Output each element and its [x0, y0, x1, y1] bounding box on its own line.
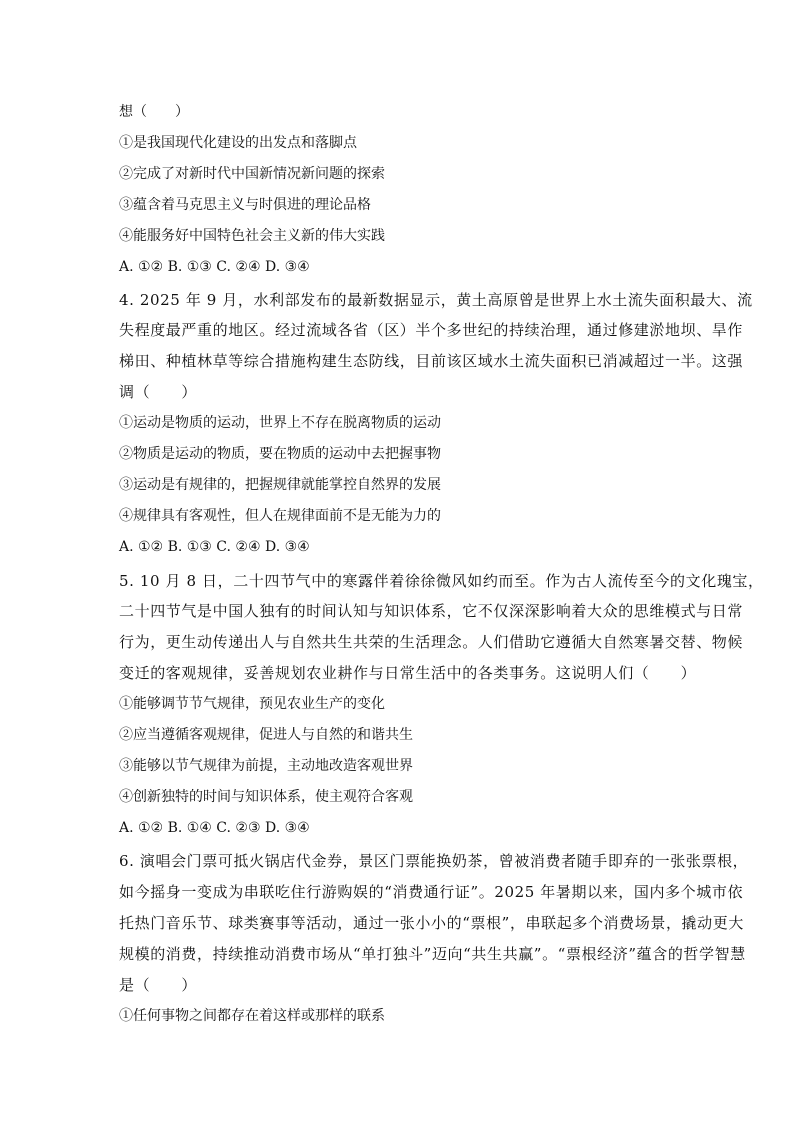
q4-option-2: ②物质是运动的物质，要在物质的运动中去把握事物: [119, 446, 441, 462]
q6-stem-line-5: 是（ ）: [119, 976, 198, 994]
q4-option-4: ④规律具有客观性，但人在规律面前不是无能为力的: [119, 508, 441, 524]
q3-option-3: ③蕴含着马克思主义与时俱进的理论品格: [119, 197, 371, 213]
q5-choices: A. ①② B. ①④ C. ②③ D. ③④: [119, 820, 310, 836]
q5-stem-line-4: 变迁的客观规律，妥善规划农业耕作与日常生活中的各类事务。这说明人们（ ）: [119, 664, 697, 682]
q5-option-4: ④创新独特的时间与知识体系，使主观符合客观: [119, 789, 413, 805]
q5-stem-line-1: 5. 10 月 8 日，二十四节气中的寒露伴着徐徐微风如约而至。作为古人流传至今的文化瑰宝，: [119, 572, 764, 590]
q6-stem-line-4: 规模的消费，持续推动消费市场从“单打独斗”迈向“共生共赢”。“票根经济”蕴含的哲学智慧: [119, 945, 746, 963]
q4-choices: A. ①② B. ①③ C. ②④ D. ③④: [119, 539, 310, 555]
q3-option-2: ②完成了对新时代中国新情况新问题的探索: [119, 166, 385, 182]
q6-stem-line-3: 托热门音乐节、球类赛事等活动，通过一张小小的“票根”，串联起多个消费场景，撬动更大: [119, 914, 744, 932]
q3-choices: A. ①② B. ①③ C. ②④ D. ③④: [119, 259, 310, 275]
q5-stem-line-3: 行为，更生动传递出人与自然共生共荣的生活理念。人们借助它遵循大自然寒暑交替、物候: [119, 633, 744, 651]
q4-stem-line-1: 4. 2025 年 9 月，水利部发布的最新数据显示，黄土高原曾是世界上水土流失面积最大、流: [119, 291, 753, 309]
q3-stem-end: 想（ ）: [119, 104, 189, 120]
q6-option-1: ①任何事物之间都存在着这样或那样的联系: [119, 1008, 385, 1024]
q3-option-4: ④能服务好中国特色社会主义新的伟大实践: [119, 228, 385, 244]
q4-stem-line-3: 梯田、种植林草等综合措施构建生态防线，目前该区域水土流失面积已消减超过一半。这强: [119, 352, 744, 370]
q4-option-1: ①运动是物质的运动，世界上不存在脱离物质的运动: [119, 415, 441, 431]
q3-option-1: ①是我国现代化建设的出发点和落脚点: [119, 135, 357, 151]
q6-stem-line-2: 如今摇身一变成为串联吃住行游购娱的“消费通行证”。2025 年暑期以来，国内多个城市依: [119, 883, 744, 901]
q5-option-1: ①能够调节节气规律，预见农业生产的变化: [119, 696, 385, 712]
q6-stem-line-1: 6. 演唱会门票可抵火锅店代金券，景区门票能换奶茶，曾被消费者随手即弃的一张张票根，: [119, 852, 749, 870]
q5-stem-line-2: 二十四节气是中国人独有的时间认知与知识体系，它不仅深深影响着大众的思维模式与日常: [119, 602, 744, 620]
q4-stem-line-2: 失程度最严重的地区。经过流域各省（区）半个多世纪的持续治理，通过修建淤地坝、旱作: [119, 321, 744, 339]
q4-stem-line-4: 调（ ）: [119, 383, 198, 401]
q5-option-3: ③能够以节气规律为前提，主动地改造客观世界: [119, 758, 413, 774]
q5-option-2: ②应当遵循客观规律，促进人与自然的和谐共生: [119, 727, 413, 743]
q4-option-3: ③运动是有规律的，把握规律就能掌控自然界的发展: [119, 477, 441, 493]
